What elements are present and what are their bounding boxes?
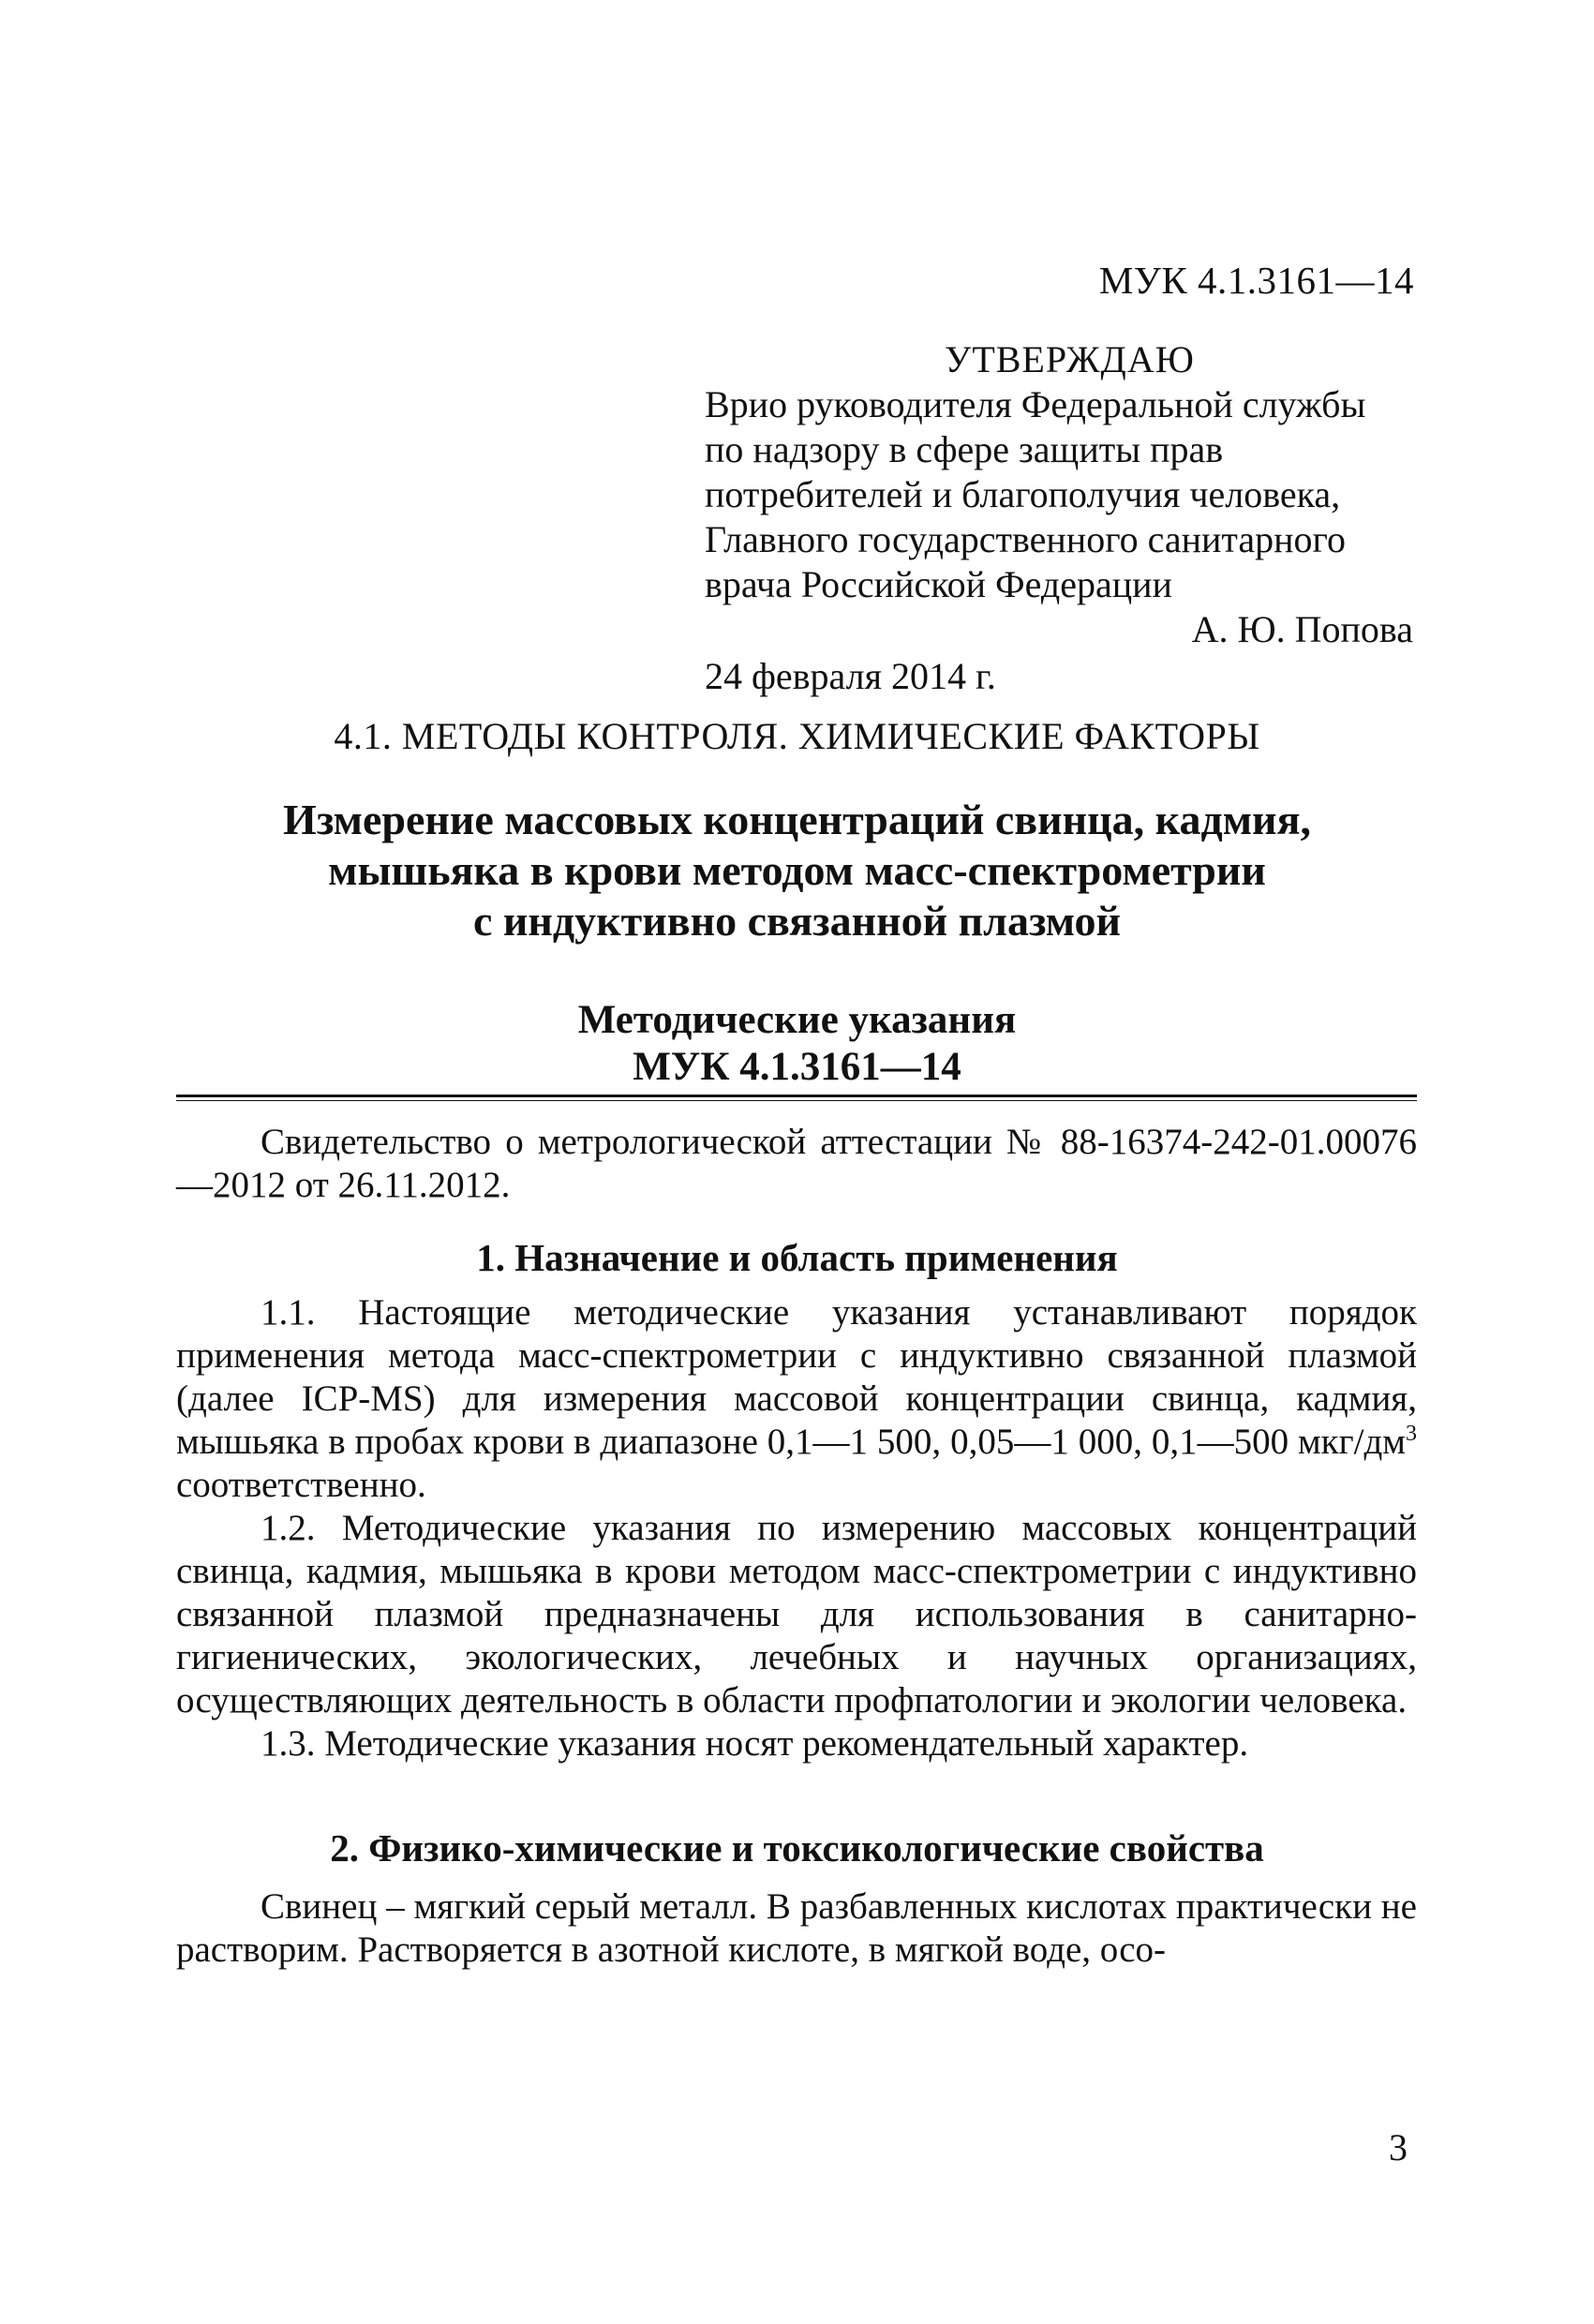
approval-line: потребителей и благополучия человека, bbox=[705, 473, 1341, 515]
document-title bbox=[0, 795, 1594, 946]
section-category: 4.1. МЕТОДЫ КОНТРОЛЯ. ХИМИЧЕСКИЕ ФАКТОРЫ bbox=[334, 715, 1260, 757]
certificate-paragraph bbox=[176, 1121, 1417, 1207]
paragraph-1-2: 1.2. Методические указания по измерению массовых концентраций свинца, кадмия, мышьяка в крови методом масс-спектрометрии с индуктивно связанной плазмой предназначены для использования в санитарно-гигиенических, экологических, лечебных и научных организациях, осуществляющих деятельность в области профпатологии и экологии человека. bbox=[176, 1508, 1417, 1721]
approval-date: 24 февраля 2014 г. bbox=[705, 655, 996, 697]
subtitle-code: МУК 4.1.3161—14 bbox=[633, 1045, 961, 1089]
title-line: мышьяка в крови методом масс-спектрометрии bbox=[328, 846, 1266, 894]
title-line: с индуктивно связанной плазмой bbox=[472, 897, 1122, 945]
title-line: Измерение массовых концентраций свинца, кадмия, bbox=[283, 796, 1311, 843]
subtitle-kind: Методические указания bbox=[577, 998, 1017, 1042]
page-number: 3 bbox=[1389, 2126, 1408, 2168]
paragraph-1-1-text: 1.1. Настоящие методические указания устанавливают порядок применения метода масс-спектрометрии с индуктивно связанной плазмой (далее ICP-MS) для измерения массовой концентрации свинца, кадмия, мышьяка в пробах крови в диапазоне 0,1—1 500, 0,05—1 000, 0,1—500 мкг/дм bbox=[176, 1292, 1417, 1462]
paragraph-1-1-tail: соответственно. bbox=[176, 1465, 426, 1505]
paragraph-2-1: Свинец – мягкий серый металл. В разбавленных кислотах практически не растворим. Растворяется в азотной кислоте, в мягкой воде, осо- bbox=[176, 1886, 1417, 1970]
approval-line: по надзору в сфере защиты прав bbox=[705, 428, 1224, 470]
paragraph-1-3: 1.3. Методические указания носят рекомендательный характер. bbox=[261, 1723, 1249, 1764]
section-2-heading: 2. Физико-химические и токсикологические свойства bbox=[330, 1826, 1264, 1870]
approval-line: Главного государственного санитарного bbox=[705, 518, 1346, 560]
approval-line: врача Российской Федерации bbox=[705, 563, 1172, 605]
document-subtitle bbox=[0, 997, 1594, 1091]
superscript: 3 bbox=[1406, 1422, 1417, 1446]
approval-line: Врио руководителя Федеральной службы bbox=[705, 383, 1366, 425]
divider-rule-thin bbox=[176, 1100, 1417, 1101]
certificate-text: Свидетельство о метрологической аттестации № 88-16374-242-01.00076—2012 от 26.11.2012. bbox=[176, 1122, 1417, 1205]
section-1-heading: 1. Назначение и область применения bbox=[476, 1236, 1118, 1279]
approval-title: УТВЕРЖДАЮ bbox=[945, 338, 1195, 380]
paragraph-1-1 bbox=[176, 1291, 1417, 1507]
section-1-body bbox=[176, 1291, 1417, 1765]
section-2-body bbox=[176, 1885, 1417, 1972]
approval-block bbox=[705, 337, 1417, 699]
document-code-header: МУК 4.1.3161—14 bbox=[1098, 259, 1414, 302]
approval-signer: А. Ю. Попова bbox=[1191, 608, 1413, 650]
divider-rule bbox=[176, 1095, 1417, 1097]
